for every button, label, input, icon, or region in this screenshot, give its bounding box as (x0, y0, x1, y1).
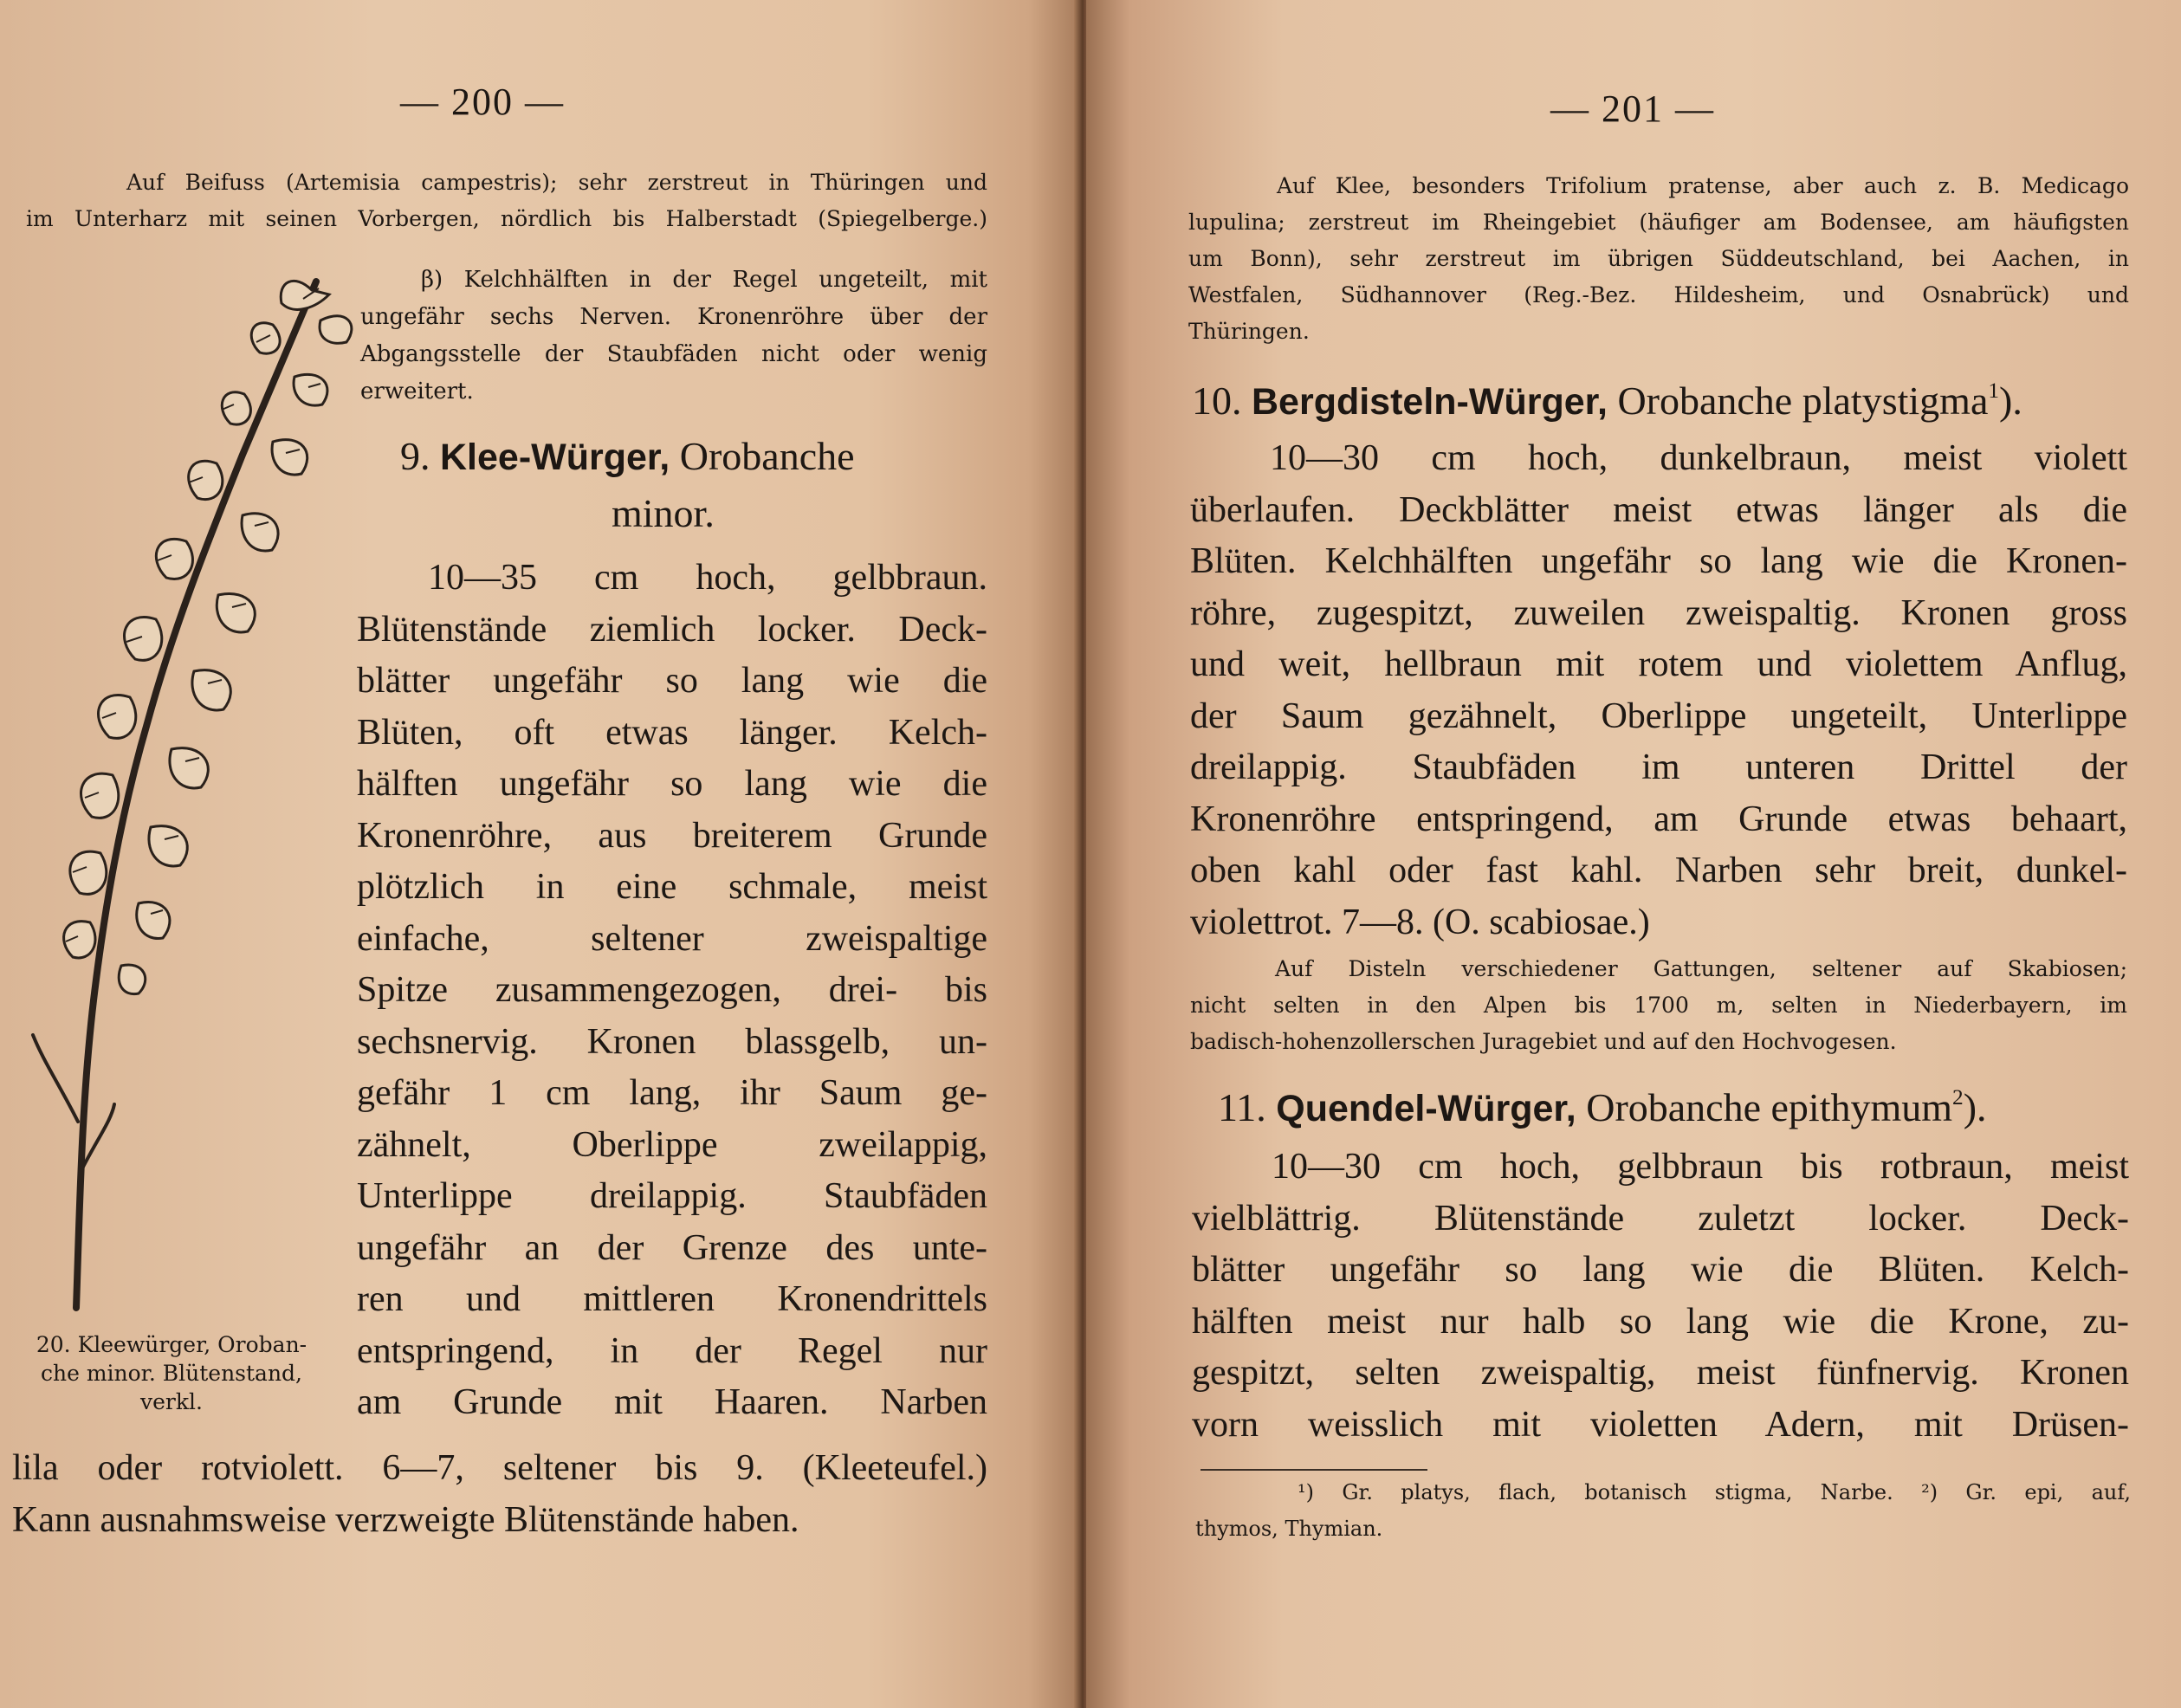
species-10-habitat (1190, 951, 2127, 1060)
body-line: violettrot. 7—8. (O. scabiosae.) (1190, 902, 1650, 942)
body-line: Kronenröhre, aus breiterem Grunde (357, 815, 987, 856)
caption-line: 20. Kleewürger, Oroban- (36, 1332, 307, 1357)
intro-line: im Unterharz mit seinen Vorbergen, nördlich bis Halberstadt (Spiegelberge.) (26, 206, 987, 231)
body-line: zähnelt, Oberlippe zweilappig, (357, 1124, 987, 1165)
body-line: vielblättrig. Blütenstände zuletzt locker. Deck- (1192, 1198, 2129, 1239)
orobanche-minor-illustration (17, 256, 364, 1321)
intro-line: Thüringen. (1188, 319, 1310, 344)
beta-line: ungefähr sechs Nerven. Kronenröhre über der (360, 304, 987, 330)
body-line: 10—30 cm hoch, gelbbraun bis rotbraun, meist (1272, 1147, 2129, 1187)
beta-line: β) Kelchhälften in der Regel ungeteilt, mit (421, 267, 987, 293)
caption-line: che minor. Blütenstand, (40, 1361, 303, 1386)
body-line: Kronenröhre entspringend, am Grunde etwas behaart, (1190, 799, 2127, 839)
species-heading-11 (1218, 1084, 1987, 1130)
footnote-line: thymos, Thymian. (1195, 1517, 1383, 1541)
footnotes (1195, 1474, 2131, 1547)
beta-section (360, 262, 987, 411)
body-line: sechsnervig. Kronen blassgelb, un- (357, 1021, 987, 1062)
species-number: 11. (1218, 1085, 1266, 1129)
body-line: Blüten. Kelchhälften ungefähr so lang wie die Kronen- (1190, 541, 2127, 581)
heading-end: ). (1963, 1085, 1987, 1129)
body-line: dreilappig. Staubfäden im unteren Drittel der (1190, 747, 2127, 787)
heading-end: ). (1999, 378, 2022, 423)
body-line: hälften ungefähr so lang wie die (357, 764, 987, 804)
body-line: lila oder rotviolett. 6—7, seltener bis 9. (Kleeteufel.) (12, 1448, 987, 1488)
body-line: einfache, seltener zweispaltige (357, 918, 987, 959)
body-line: überlaufen. Deckblätter meist etwas länger als die (1190, 489, 2127, 530)
body-line: blätter ungefähr so lang wie die Blüten. Kelch- (1192, 1250, 2129, 1290)
beta-line: erweitert. (360, 378, 474, 404)
body-line: und weit, hellbraun mit rotem und violettem Anflug, (1190, 644, 2127, 684)
species-latin-name: Orobanche platystigma (1617, 378, 1989, 423)
species-common-name: Quendel-Würger, (1276, 1088, 1576, 1129)
body-line: röhre, zugespitzt, zuweilen zweispaltig. Kronen gross (1190, 592, 2127, 633)
body-line: blätter ungefähr so lang wie die (357, 661, 987, 701)
species-common-name: Bergdisteln-Würger, (1252, 381, 1608, 423)
intro-line: Auf Klee, besonders Trifolium pratense, aber auch z. B. Medicago (1277, 173, 2129, 198)
body-line: am Grunde mit Haaren. Narben (357, 1382, 987, 1422)
species-number: 10. (1192, 378, 1242, 423)
body-line: gefähr 1 cm lang, ihr Saum ge- (357, 1073, 987, 1113)
footnote-ref: 2 (1952, 1085, 1964, 1110)
species-number: 9. (400, 434, 430, 478)
habitat-line: Auf Disteln verschiedener Gattungen, seltener auf Skabiosen; (1275, 956, 2127, 981)
species-11-description (1192, 1142, 2129, 1451)
body-line: entspringend, in der Regel nur (357, 1330, 987, 1371)
page-number-200: — 200 — (400, 81, 565, 123)
page-number-201: — 201 — (1550, 87, 1715, 130)
intro-line: lupulina; zerstreut im Rheingebiet (häufiger am Bodensee, am häufigsten (1188, 210, 2129, 235)
footnote-ref: 1 (1988, 378, 2000, 404)
footnote-line: ¹) Gr. platys, flach, botanisch stigma, Narbe. ²) Gr. epi, auf, (1298, 1480, 2131, 1504)
body-line: Unterlippe dreilappig. Staubfäden (357, 1176, 987, 1216)
species-latin-continued: minor. (612, 491, 715, 535)
species-latin-name: Orobanche epithymum (1586, 1085, 1953, 1129)
beta-line: Abgangsstelle der Staubfäden nicht oder wenig (360, 341, 987, 367)
species-common-name: Klee-Würger, (440, 437, 670, 478)
intro-note (1188, 168, 2129, 350)
habitat-line: nicht selten in den Alpen bis 1700 m, selten in Niederbayern, im (1190, 993, 2127, 1018)
intro-line: Westfalen, Südhannover (Reg.-Bez. Hildesheim, und Osnabrück) und (1188, 282, 2129, 307)
footnote-rule (1201, 1469, 1427, 1471)
species-10-description (1190, 433, 2127, 948)
body-line: ren und mittleren Kronendrittels (357, 1279, 987, 1319)
body-line: Blüten, oft etwas länger. Kelch- (357, 712, 987, 753)
body-line: Spitze zusammengezogen, drei- bis (357, 970, 987, 1010)
right-page (1086, 0, 2181, 1708)
body-line: hälften meist nur halb so lang wie die Krone, zu- (1192, 1301, 2129, 1342)
figure-caption (3, 1330, 340, 1416)
intro-line: Auf Beifuss (Artemisia campestris); sehr zerstreut in Thüringen und (126, 170, 987, 195)
body-line: der Saum gezähnelt, Oberlippe ungeteilt, Unterlippe (1190, 695, 2127, 736)
species-latin-name: Orobanche (679, 434, 855, 478)
species-9-description-full-width (12, 1443, 987, 1546)
habitat-line: badisch-hohenzollerschen Juragebiet und auf den Hochvogesen. (1190, 1029, 1897, 1054)
body-line: oben kahl oder fast kahl. Narben sehr breit, dunkel- (1190, 851, 2127, 890)
body-line: gespitzt, selten zweispaltig, meist fünfnervig. Kronen (1192, 1353, 2129, 1393)
caption-line: verkl. (140, 1389, 203, 1414)
body-line: Kann ausnahmsweise verzweigte Blütenstände haben. (12, 1499, 799, 1540)
body-line: 10—35 cm hoch, gelbbraun. (428, 558, 987, 598)
body-line: vorn weisslich mit violetten Adern, mit Drüsen- (1192, 1404, 2129, 1445)
species-heading-10 (1192, 378, 2022, 424)
body-line: ungefähr an der Grenze des unte- (357, 1227, 987, 1268)
body-line: Blütenstände ziemlich locker. Deck- (357, 609, 987, 650)
species-heading-9 (400, 433, 855, 479)
intro-note (26, 165, 987, 237)
species-9-description (357, 553, 987, 1429)
left-page (0, 0, 1083, 1708)
body-line: plötzlich in eine schmale, meist (357, 867, 987, 907)
body-line: 10—30 cm hoch, dunkelbraun, meist violett (1270, 438, 2127, 478)
intro-line: um Bonn), sehr zerstreut im übrigen Süddeutschland, bei Aachen, in (1188, 246, 2129, 271)
